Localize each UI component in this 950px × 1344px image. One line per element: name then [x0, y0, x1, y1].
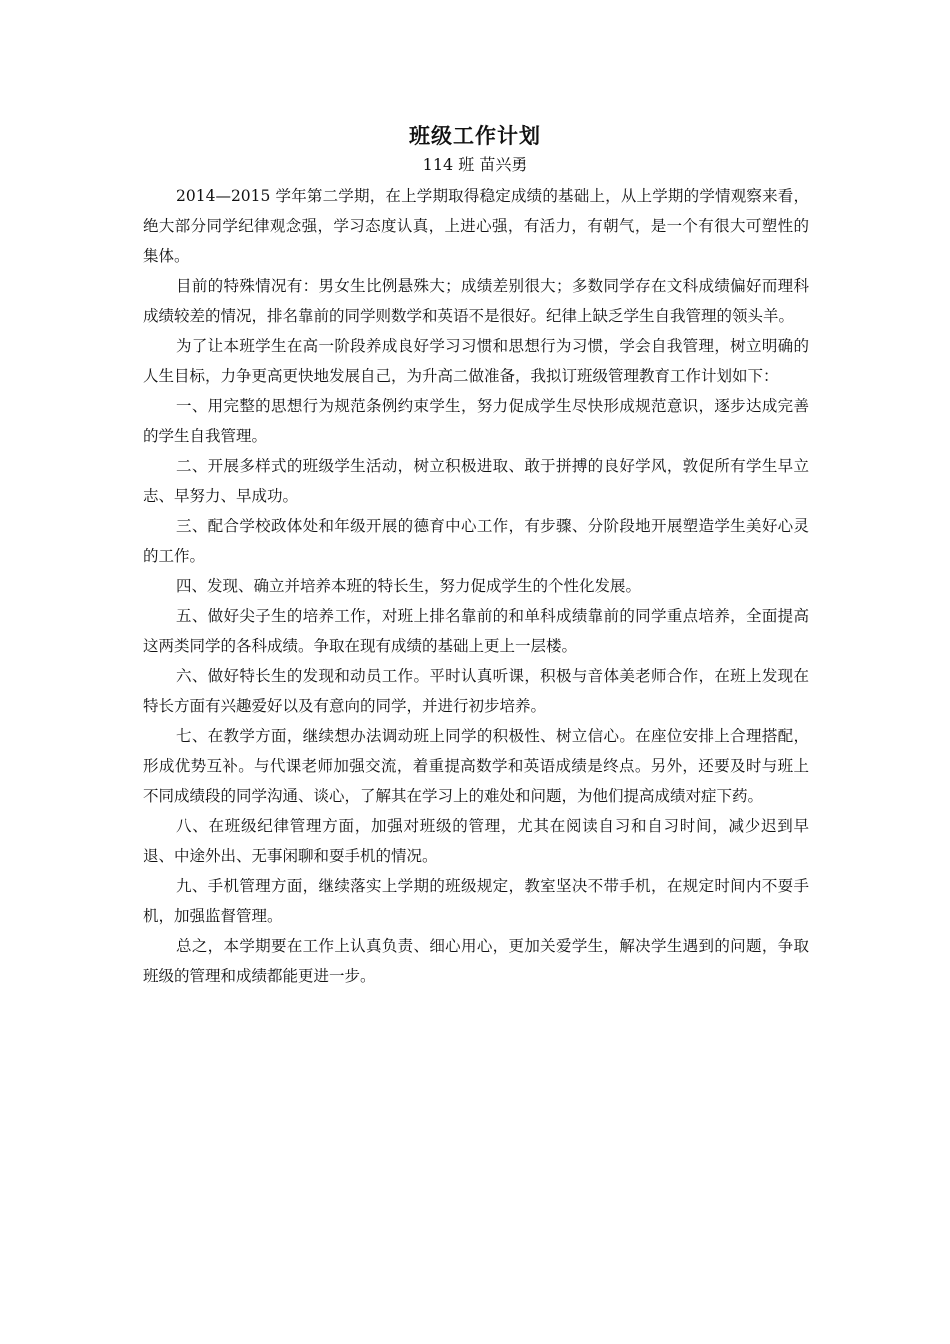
- paragraph-intro: 2014—2015 学年第二学期，在上学期取得稳定成绩的基础上，从上学期的学情观察来看，绝大部分同学纪律观念强，学习态度认真，上进心强，有活力，有朝气，是一个有很大可塑性的集体。: [143, 187, 809, 265]
- paragraph-conclusion: 总之，本学期要在工作上认真负责、细心用心，更加关爱学生，解决学生遇到的问题，争取班级的管理和成绩都能更进一步。: [143, 937, 809, 985]
- document-body: [143, 181, 809, 991]
- paragraph-situation: 目前的特殊情况有：男女生比例悬殊大；成绩差别很大；多数同学存在文科成绩偏好而理科成绩较差的情况，排名靠前的同学则数学和英语不是很好。纪律上缺乏学生自我管理的领头羊。: [143, 277, 809, 325]
- paragraph-item-9: 九、手机管理方面，继续落实上学期的班级规定，教室坚决不带手机，在规定时间内不耍手机，加强监督管理。: [143, 877, 809, 925]
- author-line: 114 班 苗兴勇: [422, 155, 528, 174]
- paragraph-item-2: 二、开展多样式的班级学生活动，树立积极进取、敢于拼搏的良好学风，敦促所有学生早立志、早努力、早成功。: [143, 457, 809, 505]
- paragraph-item-5: 五、做好尖子生的培养工作，对班上排名靠前的和单科成绩靠前的同学重点培养，全面提高这两类同学的各科成绩。争取在现有成绩的基础上更上一层楼。: [143, 607, 809, 655]
- paragraph-item-4: 四、发现、确立并培养本班的特长生，努力促成学生的个性化发展。: [176, 577, 642, 595]
- paragraph-item-7: 七、在教学方面，继续想办法调动班上同学的积极性、树立信心。在座位安排上合理搭配，形成优势互补。与代课老师加强交流，着重提高数学和英语成绩是终点。另外，还要及时与班上不同成绩段的同学沟通、谈心，了解其在学习上的难处和问题，为他们提高成绩对症下药。: [143, 727, 809, 805]
- paragraph-item-3: 三、配合学校政体处和年级开展的德育中心工作，有步骤、分阶段地开展塑造学生美好心灵的工作。: [143, 517, 809, 565]
- paragraph-purpose: 为了让本班学生在高一阶段养成良好学习习惯和思想行为习惯，学会自我管理，树立明确的人生目标，力争更高更快地发展自己，为升高二做准备，我拟订班级管理教育工作计划如下：: [143, 337, 809, 385]
- document-title: 班级工作计划: [409, 123, 541, 148]
- paragraph-item-8: 八、在班级纪律管理方面，加强对班级的管理，尤其在阅读自习和自习时间，减少迟到早退、中途外出、无事闲聊和耍手机的情况。: [143, 817, 809, 865]
- paragraph-item-6: 六、做好特长生的发现和动员工作。平时认真听课，积极与音体美老师合作，在班上发现在特长方面有兴趣爱好以及有意向的同学，并进行初步培养。: [143, 667, 809, 715]
- paragraph-item-1: 一、用完整的思想行为规范条例约束学生，努力促成学生尽快形成规范意识，逐步达成完善的学生自我管理。: [143, 397, 809, 445]
